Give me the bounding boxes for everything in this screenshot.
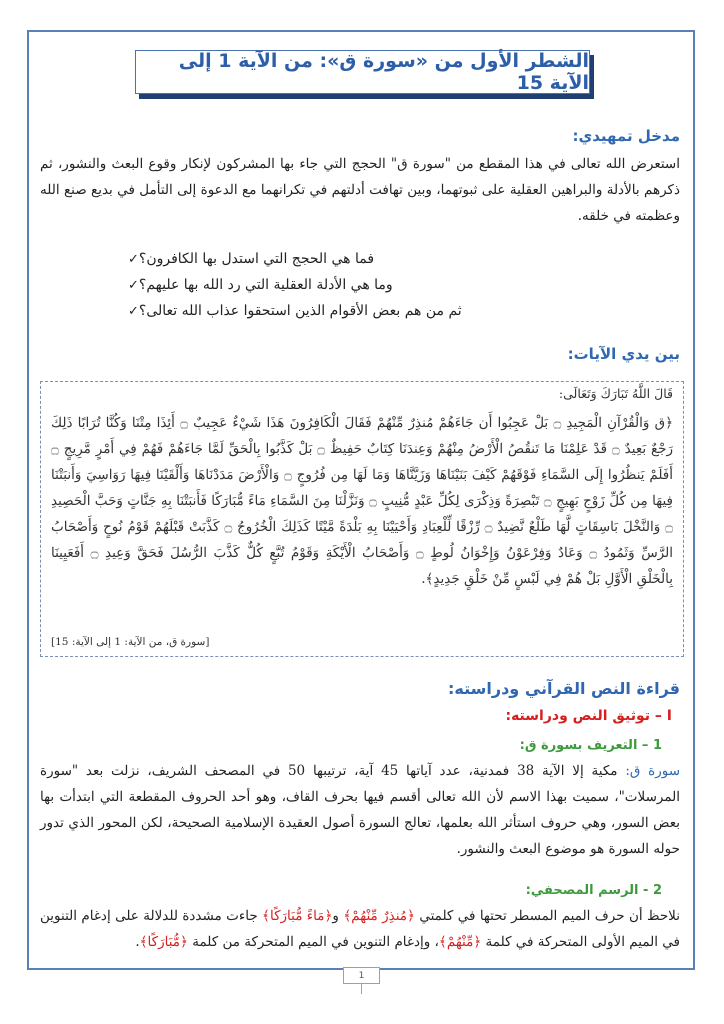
verses-intro: قَالَ اللَّهُ تَبَارَكَ وَتَعَالَى:	[558, 386, 673, 401]
rasm-text: نلاحظ أن حرف الميم المسطر تحتها في كلمتي	[414, 908, 680, 924]
sub2-heading: 2 - الرسم المصحفي:	[525, 883, 662, 898]
verses-reference: [سورة ق، من الآية: 1 إلى الآية: 15]	[51, 636, 210, 648]
intro-paragraph: استعرض الله تعالى في هذا المقطع من "سورة ق" الحجج التي جاء بها المشركون لإنكار وقوع البعث والنشور، ثم ذكرهم بالأدلة والبراهين العقلية على ثبوتهما، وبين تهافت أدلتهم في تكرانهما مع الدعوة إلى التأمل في بديع صنع الله وعظمته في خلقه.	[40, 156, 680, 224]
page-title: الشطر الأول من «سورة ق»: من الآية 1 إلى الآية 15	[178, 50, 589, 94]
highlighted-word: ﴿مُّبَارَكًا﴾	[139, 934, 188, 950]
list-item	[120, 246, 680, 272]
rasm-text: .	[135, 934, 140, 950]
study-heading: قراءة النص القرآني ودراسته:	[448, 679, 680, 698]
check-icon: ✓	[128, 251, 139, 267]
question-text: فما هي الحجج التي استدل بها الكافرون؟	[138, 251, 375, 267]
page-number: 1	[358, 970, 365, 981]
rasm-paragraph	[40, 903, 680, 955]
verses-text: ﴿ق وَالْقُرْآنِ الْمَجِيدِ ۝ بَلْ عَجِبُوا أَن جَاءَهُمْ مُنذِرٌ مِّنْهُمْ فَقَالَ الْكَافِرُونَ هَذَا شَيْءٌ عَجِيبٌ ۝ أَئِذَا مِتْنَا وَكُنَّا تُرَابًا ذَلِكَ رَجْعٌ بَعِيدٌ ۝ قَدْ عَلِمْنَا مَا تَنقُصُ الْأَرْضُ مِنْهُمْ وَعِندَنَا كِتَابٌ حَفِيظٌ ۝ بَلْ كَذَّبُوا بِالْحَقِّ لَمَّا جَاءَهُمْ فَهُمْ فِي أَمْرٍ مَّرِيجٍ ۝ أَفَلَمْ يَنظُرُوا إِلَى السَّمَاءِ فَوْقَهُمْ كَيْفَ بَنَيْنَاهَا وَزَيَّنَّاهَا وَمَا لَهَا مِن فُرُوجٍ ۝ وَالْأَرْضَ مَدَدْنَاهَا وَأَلْقَيْنَا فِيهَا رَوَاسِيَ وَأَنبَتْنَا فِيهَا مِن كُلِّ زَوْجٍ بَهِيجٍ ۝ تَبْصِرَةً وَذِكْرَى لِكُلِّ عَبْدٍ مُّنِيبٍ ۝ وَنَزَّلْنَا مِنَ السَّمَاءِ مَاءً مُّبَارَكًا فَأَنبَتْنَا بِهِ جَنَّاتٍ وَحَبَّ الْحَصِيدِ ۝ وَالنَّخْلَ بَاسِقَاتٍ لَّهَا طَلْعٌ نَّضِيدٌ ۝ رِّزْقًا لِّلْعِبَادِ وَأَحْيَيْنَا بِهِ بَلْدَةً مَّيْتًا كَذَلِكَ الْخُرُوجُ ۝ كَذَّبَتْ قَبْلَهُمْ قَوْمُ نُوحٍ وَأَصْحَابُ الرَّسِّ وَثَمُودُ ۝ وَعَادٌ وَفِرْعَوْنُ وَإِخْوَانُ لُوطٍ ۝ وَأَصْحَابُ الْأَيْكَةِ وَقَوْمُ تُبَّعٍ كُلٌّ كَذَّبَ الرُّسُلَ فَحَقَّ وَعِيدِ ۝ أَفَعَيِينَا بِالْخَلْقِ الْأَوَّلِ بَلْ هُمْ فِي لَبْسٍ مِّنْ خَلْقٍ جَدِيدٍ﴾.	[51, 415, 673, 587]
verses-box	[40, 381, 684, 657]
rasm-text: و	[332, 908, 344, 924]
highlighted-word: ﴿مِّنْهُمْ﴾	[438, 934, 482, 950]
question-list	[120, 246, 680, 324]
surah-definition-text: مكية إلا الآية 38 فمدنية، عدد آياتها 45 آية، ترتيبها 50 في المصحف الشريف، نزلت بعد "سورة المرسلات"، سميت بهذا الاسم لأن الله تعالى أقسم فيها بحرف القاف، وهو أحد الحروف المقطعة التي ابتدأت بها بعض السور، وهي حروف استأثر الله بعلمها، تعالج السورة أصول العقيدة الإسلامية الصحيحة، لكن المحور الذي تدور حوله السورة هو موضوع البعث والنشور.	[40, 763, 680, 857]
question-text: وما هي الأدلة العقلية التي رد الله بها عليهم؟	[138, 277, 393, 293]
highlighted-word: ﴿مُنذِرٌ مِّنْهُمْ﴾	[343, 908, 415, 924]
check-icon: ✓	[128, 303, 139, 319]
list-item	[120, 298, 680, 324]
surah-name-label: سورة ق:	[625, 763, 681, 779]
check-icon: ✓	[128, 277, 139, 293]
question-text: ثم من هم بعض الأقوام الذين استحقوا عذاب الله تعالى؟	[138, 303, 462, 319]
list-item	[120, 272, 680, 298]
highlighted-word: ﴿مَاءً مُّبَارَكًا﴾	[262, 908, 333, 924]
rasm-text: ، وإدغام التنوين في الميم المتحركة من كلمة	[187, 934, 439, 950]
part1-heading: I – توثيق النص ودراسته:	[505, 708, 672, 724]
verses-heading: بين يدي الآيات:	[567, 345, 680, 363]
page-number-box	[343, 967, 380, 984]
intro-heading: مدخل تمهيدي:	[572, 127, 680, 145]
surah-definition	[40, 758, 680, 862]
sub1-heading: 1 – التعريف بسورة ق:	[519, 738, 662, 753]
title-box	[135, 50, 590, 94]
page-number-tick	[361, 984, 362, 994]
rasm-text: جاءت مشددة للدلالة على إدغام التنوين في الميم الأولى المتحركة في كلمة	[40, 908, 680, 950]
